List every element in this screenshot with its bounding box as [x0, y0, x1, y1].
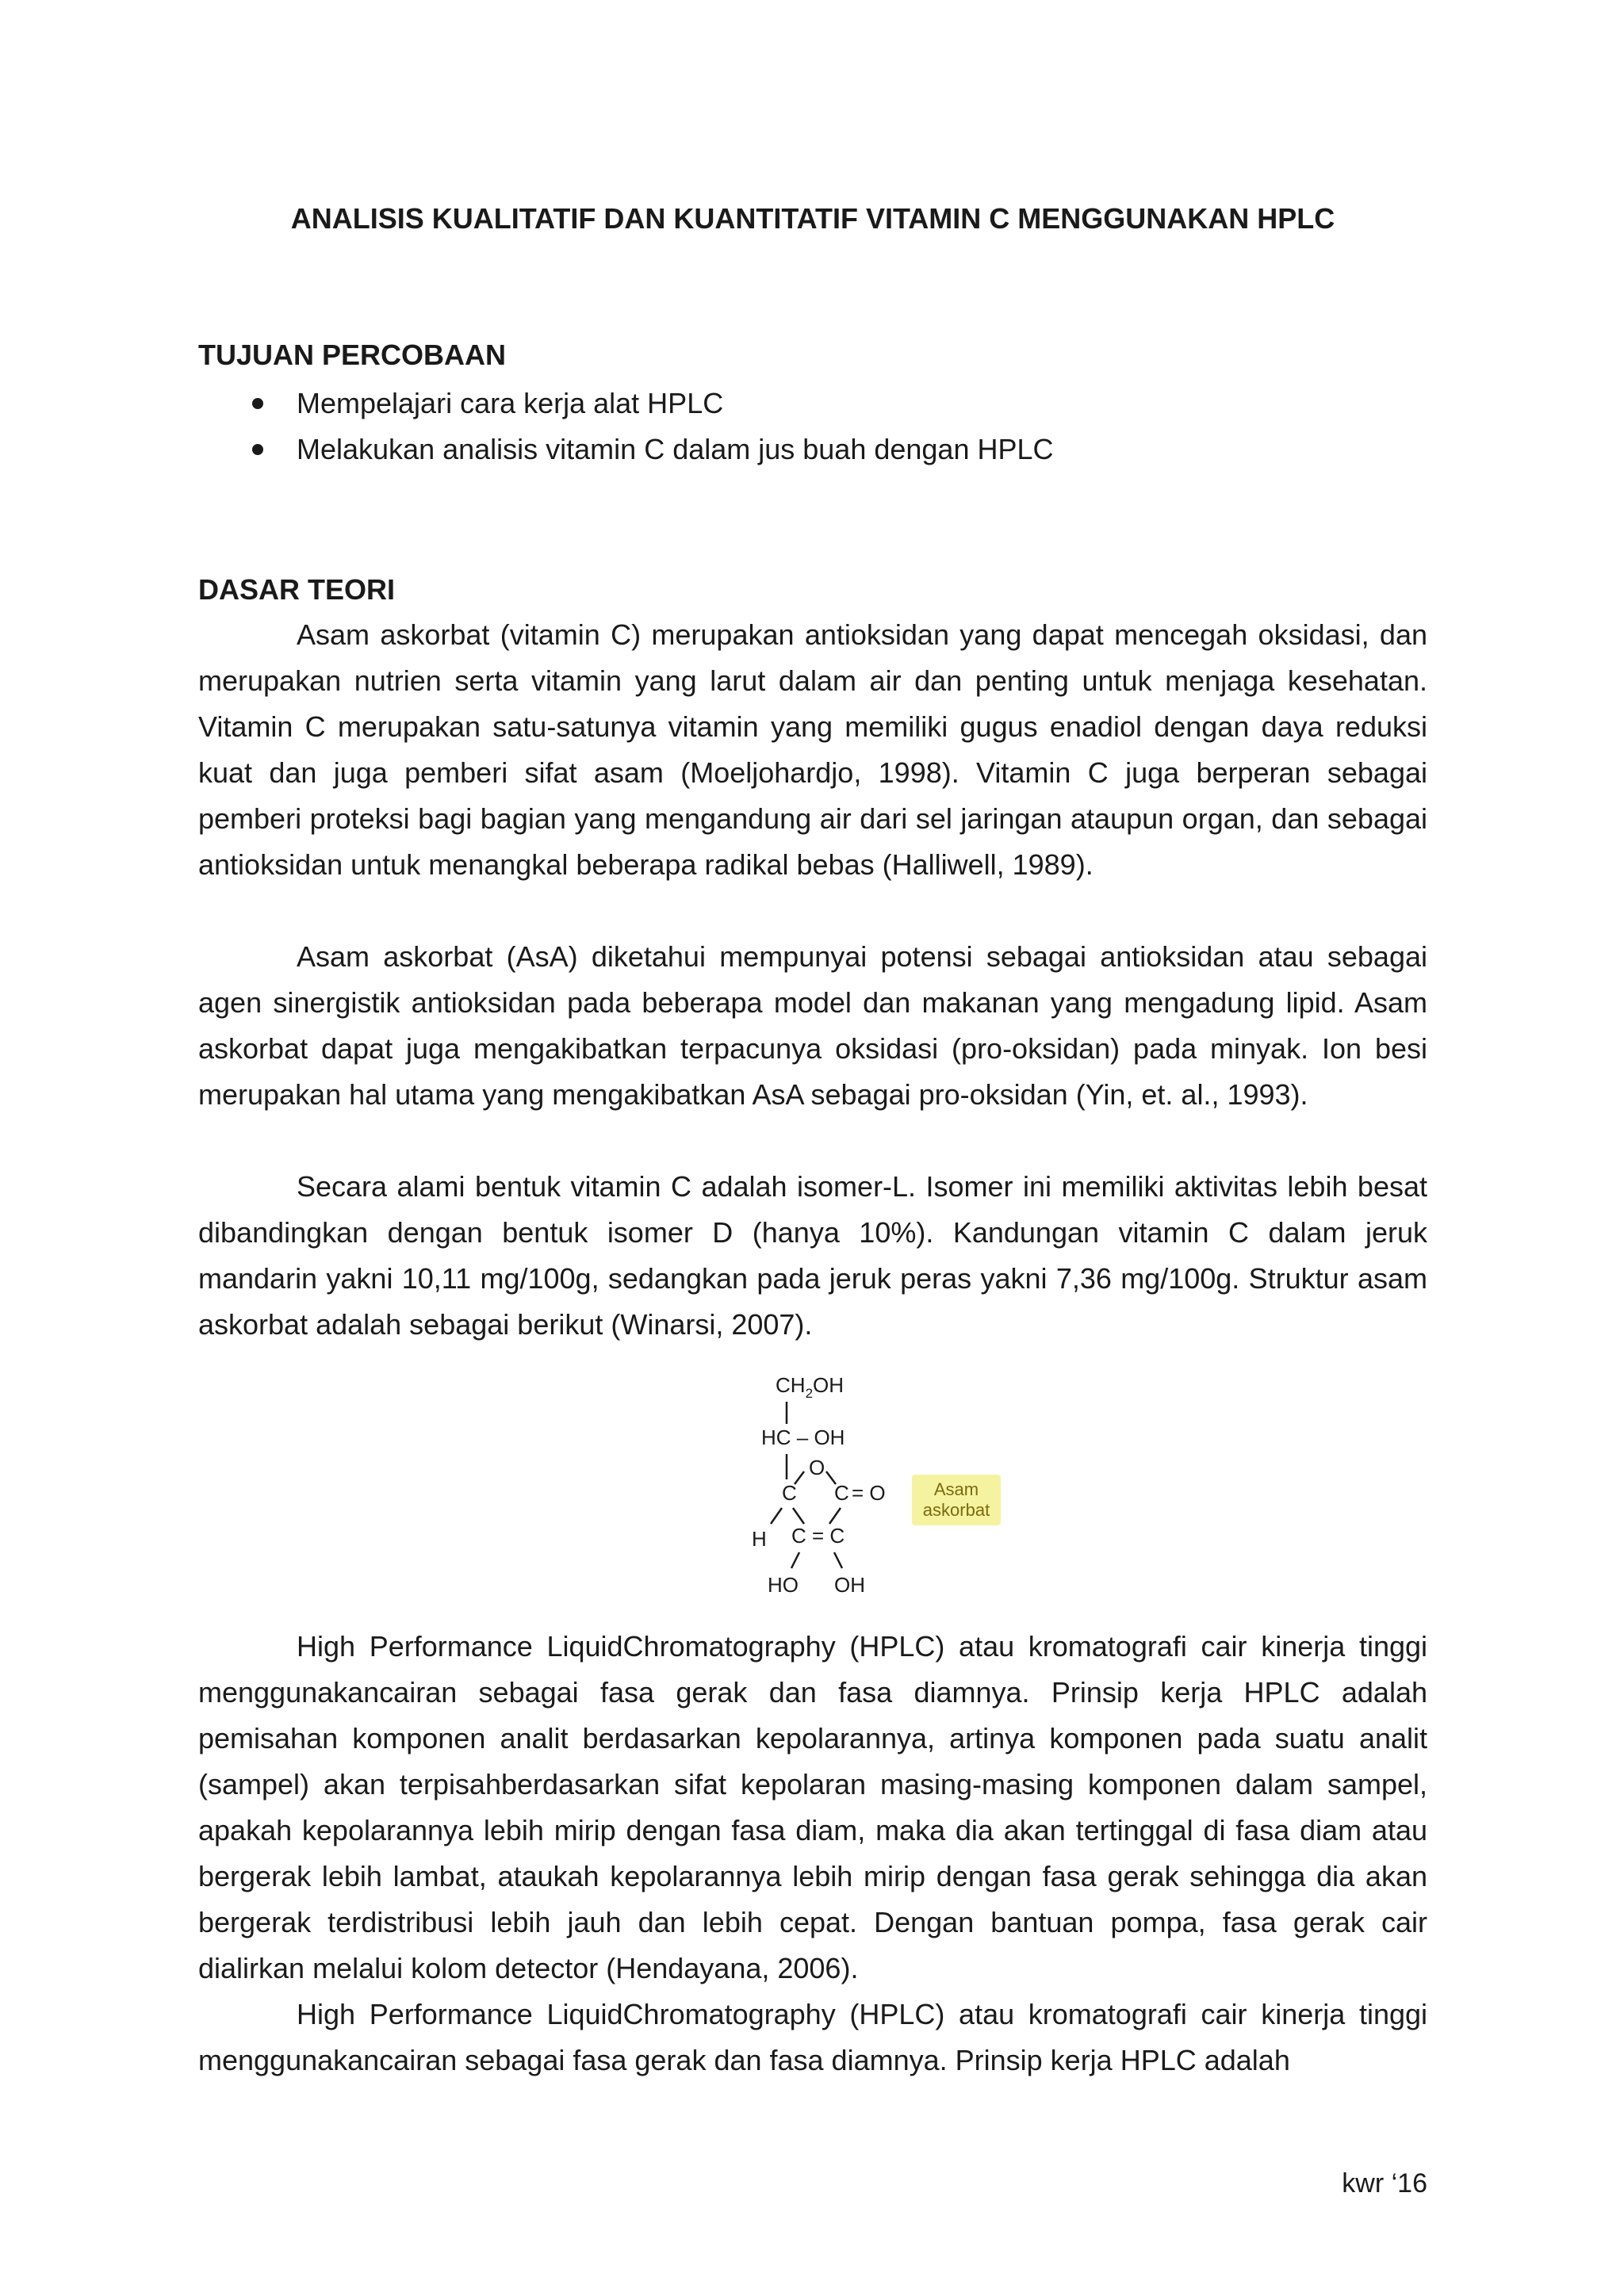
bullet-icon [252, 398, 263, 409]
section-heading-tujuan: TUJUAN PERCOBAAN [198, 339, 507, 371]
paragraph: Secara alami bentuk vitamin C adalah isomer-L. Isomer ini memiliki aktivitas lebih besat dibandingkan dengan bentuk isomer D (hanya 10%). Kandungan vitamin C dalam jeruk mandarin yakni 10,11 mg/100g, sedangkan pada jeruk peras yakni 7,36 mg/100g. Struktur asam askorbat adalah sebagai berikut (Winarsi, 2007). [198, 1170, 1427, 1341]
ascorbic-acid-structure [737, 1364, 1007, 1601]
paragraph: Asam askorbat (vitamin C) merupakan antioksidan yang dapat mencegah oksidasi, dan merupakan nutrien serta vitamin yang larut dalam air dan penting untuk menjaga kesehatan. Vitamin C merupakan satu-satunya vitamin yang memiliki gugus enadiol dengan daya reduksi kuat dan juga pemberi sifat asam (Moeljohardjo, 1998). Vitamin C juga berperan sebagai pemberi proteksi bagi bagian yang mengandung air dari sel jaringan ataupun organ, dan sebagai antioksidan untuk menangkal beberapa radikal bebas (Halliwell, 1989). [198, 618, 1427, 881]
structure-ho: HO [768, 1573, 799, 1597]
list-item: Mempelajari cara kerja alat HPLC [198, 381, 1427, 427]
bullet-icon [252, 444, 263, 455]
structure-label-line2: askorbat [922, 1500, 990, 1520]
structure-c-left: C [782, 1481, 797, 1505]
paragraph: High Performance LiquidChromatography (HPLC) atau kromatografi cair kinerja tinggi menggunakancairan sebagai fasa gerak dan fasa diamnya. Prinsip kerja HPLC adalah pemisahan komponen analit berdasarkan kepolarannya, artinya komponen pada suatu analit (sampel) akan terpisahberdasarkan sifat kepolaran masing-masing komponen dalam sampel, apakah kepolarannya lebih mirip dengan fasa diam, maka dia akan tertinggal di fasa diam atau bergerak lebih lambat, ataukah kepolarannya lebih mirip dengan fasa gerak sehingga dia akan bergerak terdistribusi lebih jauh dan lebih cepat. Dengan bantuan pompa, fasa gerak cair dialirkan melalui kolom detector (Hendayana, 2006). [198, 1630, 1427, 1984]
structure-eq-o: = O [852, 1481, 886, 1505]
structure-oh: OH [834, 1573, 865, 1597]
paragraph: Asam askorbat (AsA) diketahui mempunyai potensi sebagai antioksidan atau sebagai agen sinergistik antioksidan pada beberapa model dan makanan yang mengadung lipid. Asam askorbat dapat juga mengakibatkan terpacunya oksidasi (pro-oksidan) pada minyak. Ion besi merupakan hal utama yang mengakibatkan AsA sebagai pro-oksidan (Yin, et. al., 1993). [198, 940, 1427, 1111]
list-item: Melakukan analisis vitamin C dalam jus buah dengan HPLC [198, 427, 1427, 473]
structure-hcoh: HC – OH [761, 1425, 845, 1449]
section-heading-dasar-teori: DASAR TEORI [198, 573, 396, 606]
structure-h: H [752, 1527, 767, 1551]
objectives-list [198, 381, 1427, 473]
structure-ch2oh: $CH_2OH$ [776, 1373, 845, 1401]
footer-text: kwr ‘16 [1342, 2168, 1427, 2198]
document-title: ANALISIS KUALITATIF DAN KUANTITATIF VITAMIN C MENGGUNAKAN HPLC [290, 202, 1335, 235]
structure-label-line1: Asam [933, 1479, 979, 1499]
structure-c-right: C [834, 1481, 849, 1505]
structure-ring-o: O [809, 1456, 825, 1479]
structure-c-eq-c: C = C [791, 1524, 845, 1548]
paragraph: High Performance LiquidChromatography (HPLC) atau kromatografi cair kinerja tinggi menggunakancairan sebagai fasa gerak dan fasa diamnya. Prinsip kerja HPLC adalah [198, 1998, 1427, 2076]
